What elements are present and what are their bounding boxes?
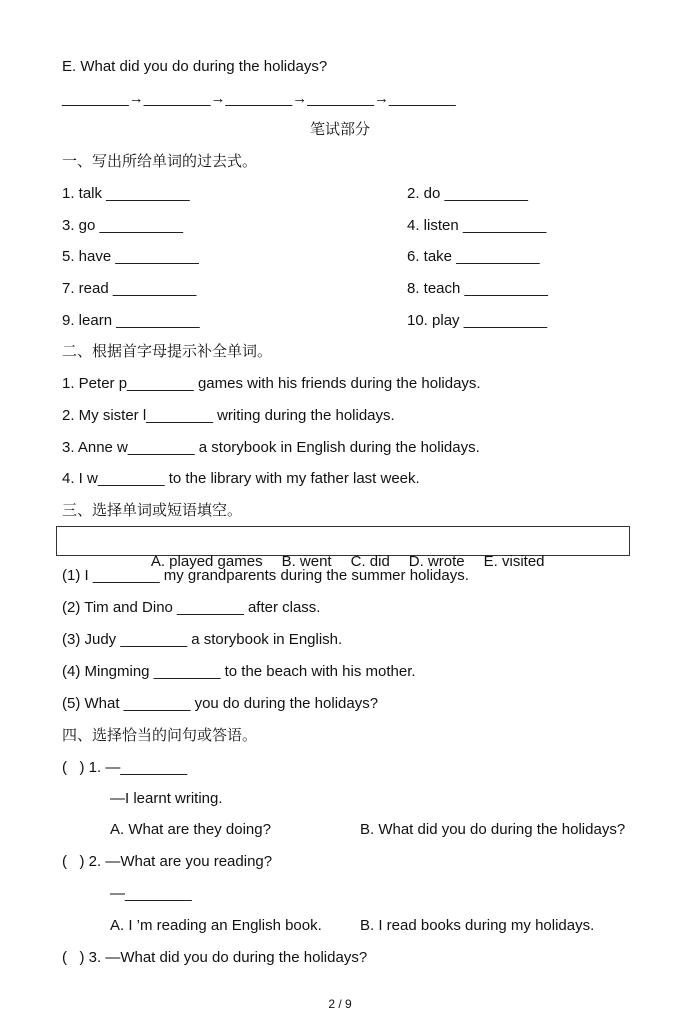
part2-item: 1. Peter p________ games with his friends during the holidays. [62, 375, 481, 392]
part1-item: 6. take __________ [407, 248, 540, 265]
part1-item: 2. do __________ [407, 185, 528, 202]
word-bank-option: D. wrote [408, 553, 465, 570]
q2-option-a: A. I ’m reading an English book. [110, 917, 322, 934]
q2-option-b: B. I read books during my holidays. [360, 917, 595, 934]
part1-item: 8. teach __________ [407, 280, 548, 297]
word-bank-option: A. played games [150, 553, 263, 570]
q2-stem: ( ) 2. —What are you reading? [62, 853, 273, 870]
part3-item: (2) Tim and Dino ________ after class. [62, 599, 321, 616]
q1-stem: ( ) 1. —________ [62, 759, 188, 776]
part2-item: 3. Anne w________ a storybook in English during the holidays. [62, 439, 480, 456]
word-bank-option: C. did [350, 553, 390, 570]
q1-option-b: B. What did you do during the holidays? [360, 821, 626, 838]
q1-answer: —I learnt writing. [110, 790, 223, 807]
part3-item: (3) Judy ________ a storybook in English. [62, 631, 343, 648]
part3-heading: 三、选择单词或短语填空。 [62, 502, 243, 519]
part3-item: (5) What ________ you do during the holidays? [62, 695, 379, 712]
part1-item: 4. listen __________ [407, 217, 547, 234]
part4-heading: 四、选择恰当的问句或答语。 [62, 727, 258, 744]
q2-answer: —________ [110, 885, 192, 902]
section-e-arrow-blanks: ________→________→________→________→________ [62, 90, 456, 107]
word-bank-option: E. visited [483, 553, 545, 570]
part1-item: 1. talk __________ [62, 185, 190, 202]
part2-heading: 二、根据首字母提示补全单词。 [62, 343, 273, 360]
part1-item: 7. read __________ [62, 280, 197, 297]
word-bank-box [56, 526, 630, 570]
part1-item: 10. play __________ [407, 312, 548, 329]
part3-item: (4) Mingming ________ to the beach with his mother. [62, 663, 416, 680]
part3-item: (1) I ________ my grandparents during the summer holidays. [62, 567, 469, 584]
part2-item: 2. My sister l________ writing during the holidays. [62, 407, 395, 424]
q3-stem: ( ) 3. —What did you do during the holidays? [62, 949, 368, 966]
part1-item: 9. learn __________ [62, 312, 200, 329]
page-number: 2 / 9 [328, 997, 352, 1011]
q1-option-a: A. What are they doing? [110, 821, 271, 838]
part1-item: 5. have __________ [62, 248, 199, 265]
word-bank-option: B. went [281, 553, 332, 570]
part1-item: 3. go __________ [62, 217, 183, 234]
part1-heading: 一、写出所给单词的过去式。 [62, 153, 258, 170]
section-e-title: E. What did you do during the holidays? [62, 58, 328, 75]
written-part-title: 笔试部分 [309, 121, 370, 138]
part2-item: 4. I w________ to the library with my father last week. [62, 470, 420, 487]
